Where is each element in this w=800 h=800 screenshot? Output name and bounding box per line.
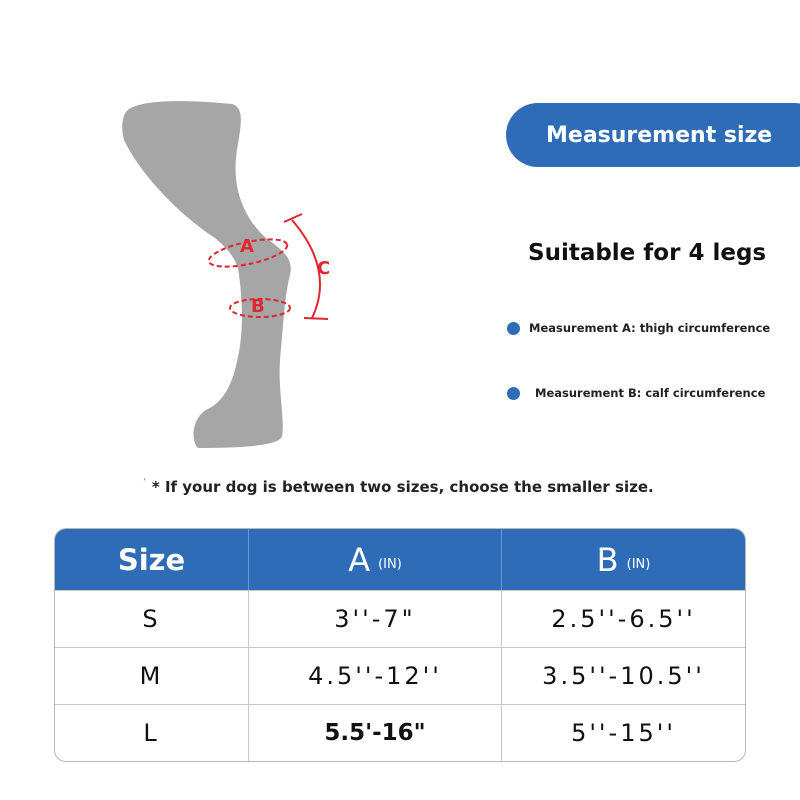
measure-a-label: A: [240, 236, 254, 257]
table-row: [55, 647, 745, 704]
leg-diagram: [110, 90, 360, 460]
a-cell: 5.5'-16": [324, 720, 426, 746]
bullet-dot-icon: [507, 387, 520, 400]
legend-item-b: [507, 386, 765, 400]
b-cell: 3.5''-10.5'': [542, 662, 705, 690]
measurement-size-header: [506, 103, 800, 167]
b-cell: 2.5''-6.5'': [551, 605, 696, 633]
legend-label-a: Measurement A: thigh circumference: [529, 321, 771, 335]
bullet-dot-icon: [507, 322, 520, 335]
table-header-row: [55, 529, 745, 590]
size-cell: M: [55, 648, 249, 704]
header-size-label: Size: [117, 542, 186, 577]
table-row: [55, 704, 745, 761]
measure-c-label: C: [317, 258, 331, 279]
size-cell: L: [55, 705, 249, 761]
header-b-unit: (IN): [626, 557, 651, 572]
note-text: * If your dog is between two sizes, choose the smaller size.: [151, 478, 654, 496]
size-note: [143, 478, 654, 496]
a-cell: 3''-7": [249, 591, 502, 647]
size-table: [54, 528, 746, 762]
table-row: [55, 590, 745, 647]
header-cell-size: [55, 529, 249, 590]
leg-silhouette: [122, 101, 291, 448]
header-a-label: A: [348, 540, 371, 579]
suitable-text: Suitable for 4 legs: [528, 240, 767, 266]
header-cell-b: [502, 529, 745, 590]
size-cell: S: [55, 591, 249, 647]
note-tick: ʼ: [143, 478, 146, 488]
b-cell: 5''-15'': [571, 719, 676, 747]
header-cell-a: [249, 529, 502, 590]
header-title: Measurement size: [546, 122, 773, 148]
legend-label-b: Measurement B: calf circumference: [535, 386, 766, 400]
header-b-label: B: [596, 540, 619, 579]
measure-c-arc: [292, 220, 320, 318]
legend-item-a: [507, 321, 770, 335]
a-cell: 4.5''-12'': [249, 648, 502, 704]
measure-b-label: B: [251, 296, 265, 317]
header-a-unit: (IN): [378, 557, 402, 572]
